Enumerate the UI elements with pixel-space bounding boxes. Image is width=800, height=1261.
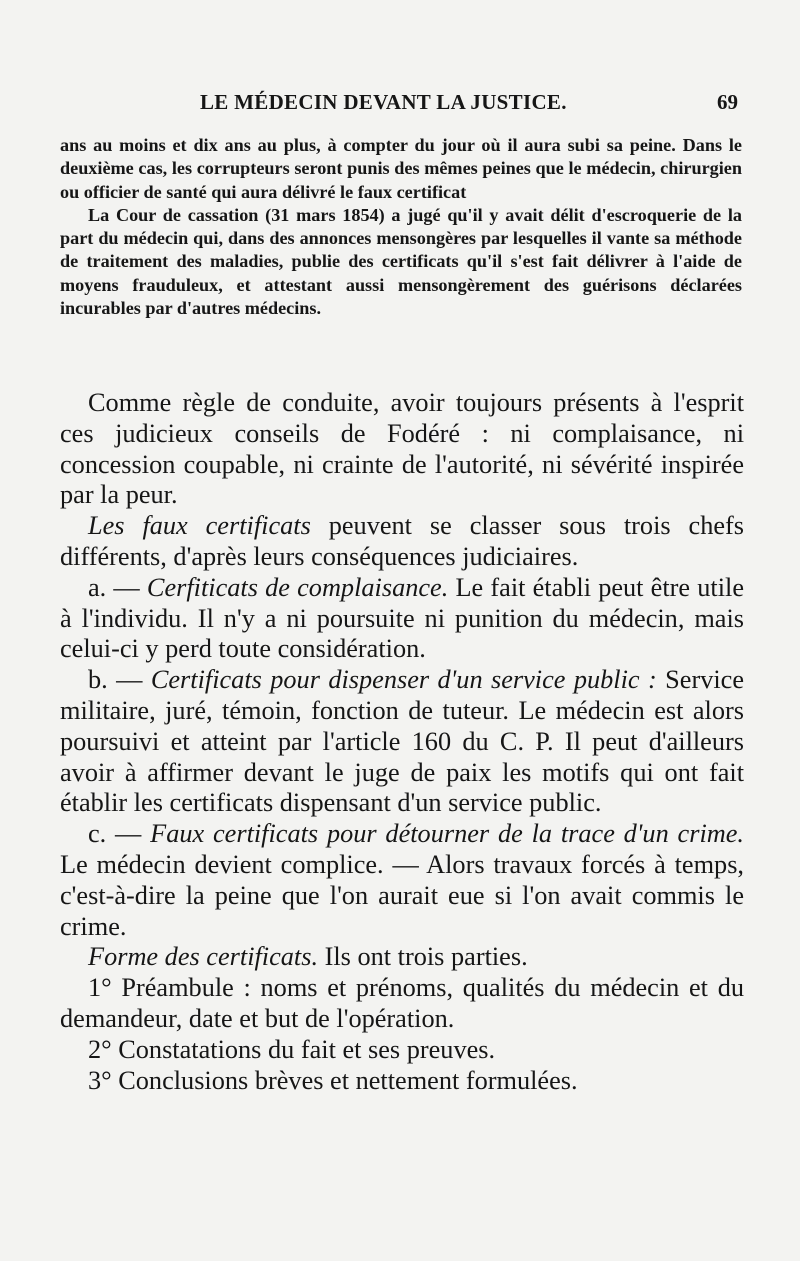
list-item-preamble: 1° Préambule : noms et prénoms, qualités du médecin et du demandeur, date et but de l'opération. (60, 973, 744, 1033)
item-marker-b: b. — (88, 665, 151, 695)
small-paragraph-1: ans au moins et dix ans au plus, à compter du jour où il aura subi sa peine. Dans le deuxième cas, les corrupteurs seront punis des mêmes peines que le médecin, chirurgien ou officier de santé qui aura délivré le faux certificat (60, 135, 742, 202)
main-text (60, 388, 744, 1096)
item-heading-c: Faux certificats pour détourner de la trace d'un crime. (150, 819, 744, 849)
item-marker-a: a. — (88, 572, 147, 602)
paragraph-certificate-form (60, 942, 744, 973)
paragraph-rule-of-conduct: Comme règle de conduite, avoir toujours présents à l'esprit ces judicieux conseils de Fodéré : ni complaisance, ni concession coupable, ni crainte de l'autorité, ni sévérité inspirée par la peur. (60, 388, 744, 510)
item-heading-b: Certificats pour dispenser d'un service public : (150, 665, 657, 695)
item-text-c: Le médecin devient complice. — Alors travaux forcés à temps, c'est-à-dire la peine que l'on aurait eue si l'on avait commis le crime. (60, 849, 744, 941)
paragraph-text: Ils ont trois parties. (318, 942, 528, 972)
quoted-legal-text (60, 134, 742, 320)
list-item-findings: 2° Constatations du fait et ses preuves. (88, 1034, 496, 1064)
paragraph-text: peuvent se classer sous trois chefs différents, d'après leurs conséquences judiciaires. (60, 511, 745, 571)
term-faux-certificats: Les faux certificats (88, 511, 311, 541)
paragraph-item-c (60, 819, 744, 942)
paragraph-item-b (60, 665, 744, 819)
running-title: LE MÉDECIN DEVANT LA JUSTICE. (200, 90, 567, 114)
list-item-conclusions: 3° Conclusions brèves et nettement formulées. (88, 1065, 578, 1095)
paragraph-item-a (60, 573, 744, 665)
item-text-a: Le fait établi peut être utile à l'individu. Il n'y a ni poursuite ni punition du médecin, mais celui-ci y perd toute considération. (60, 572, 744, 664)
item-text-b: Service militaire, juré, témoin, fonction de tuteur. Le médecin est alors poursuivi et atteint par l'article 160 du C. P. Il peut d'ailleurs avoir à affirmer devant le juge de paix les motifs qui ont fait établir les certificats dispensant d'un service public. (60, 665, 745, 818)
item-marker-c: c. — (88, 819, 151, 849)
term-forme-des-certificats: Forme des certificats. (88, 942, 319, 972)
paragraph-false-certificates (60, 511, 744, 573)
page-number: 69 (717, 90, 738, 114)
item-heading-a: Cerfiticats de complaisance. (146, 572, 449, 602)
running-head (60, 90, 740, 120)
small-paragraph-2: La Cour de cassation (31 mars 1854) a jugé qu'il y avait délit d'escroquerie de la part du médecin qui, dans des annonces mensongères par lesquelles il vante sa méthode de traitement des maladies, publie des certificats qu'il s'est fait délivrer à l'aide de moyens frauduleux, et attestant aussi mensongèrement des guérisons déclarées incurables par d'autres médecins. (60, 204, 742, 319)
